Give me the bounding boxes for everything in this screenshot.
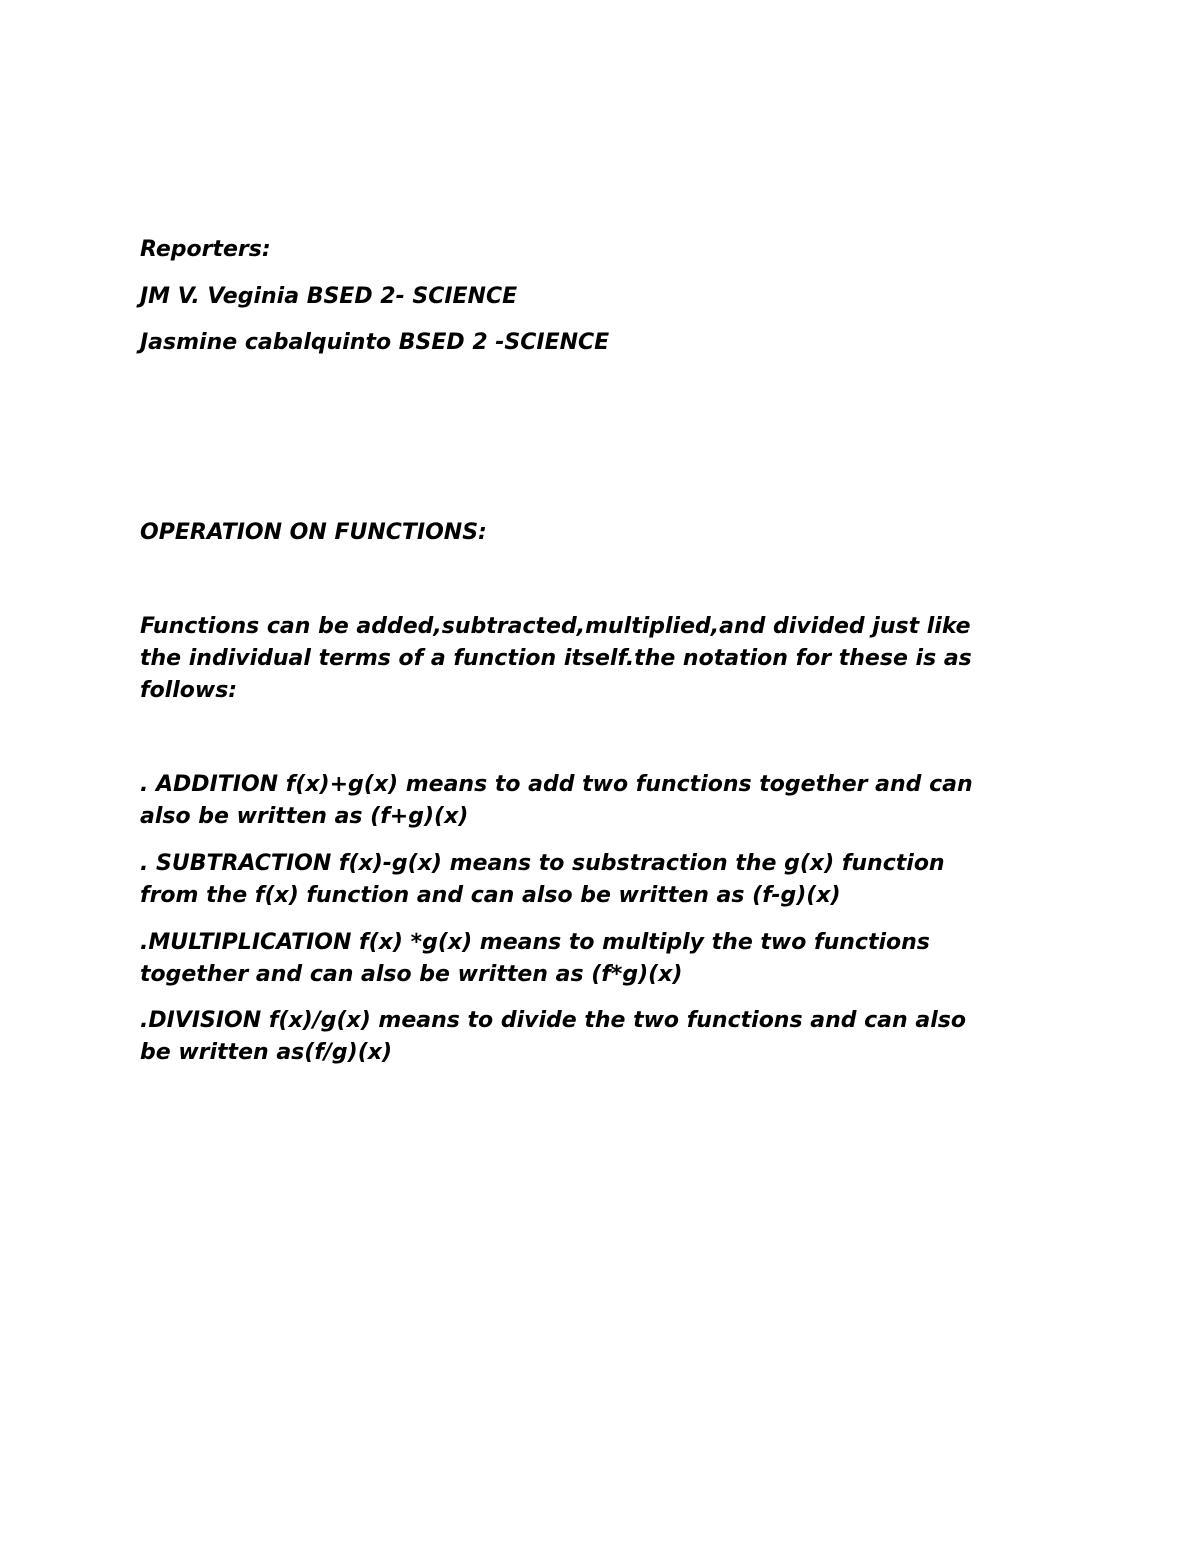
operation-addition (140, 769, 1050, 833)
reporter-2: Jasmine cabalquinto BSED 2 -SCIENCE (140, 330, 610, 355)
intro-line: the individual terms of a function itself.the notation for these is as (140, 646, 972, 671)
intro-line: Functions can be added,subtracted,multiplied,and divided just like (140, 614, 971, 639)
intro-line: follows: (140, 678, 238, 703)
operation-line: . SUBTRACTION f(x)-g(x) means to substraction the g(x) function (140, 851, 945, 876)
operation-multiplication (140, 927, 1050, 991)
operation-line: together and can also be written as (f*g)(x) (140, 962, 683, 987)
operation-line: from the f(x) function and can also be written as (f-g)(x) (140, 883, 841, 908)
section-title: OPERATION ON FUNCTIONS: (140, 520, 487, 545)
operation-line: be written as(f/g)(x) (140, 1040, 393, 1065)
reporters-heading: Reporters: (140, 237, 271, 262)
operation-line: . ADDITION f(x)+g(x) means to add two functions together and can (140, 772, 973, 797)
operation-division (140, 1005, 1050, 1069)
intro-paragraph (140, 611, 1050, 707)
operation-subtraction (140, 848, 1050, 912)
operation-line: .DIVISION f(x)/g(x) means to divide the two functions and can also (140, 1008, 966, 1033)
reporter-1: JM V. Veginia BSED 2- SCIENCE (140, 284, 518, 309)
operation-line: also be written as (f+g)(x) (140, 804, 469, 829)
operation-line: .MULTIPLICATION f(x) *g(x) means to multiply the two functions (140, 930, 930, 955)
